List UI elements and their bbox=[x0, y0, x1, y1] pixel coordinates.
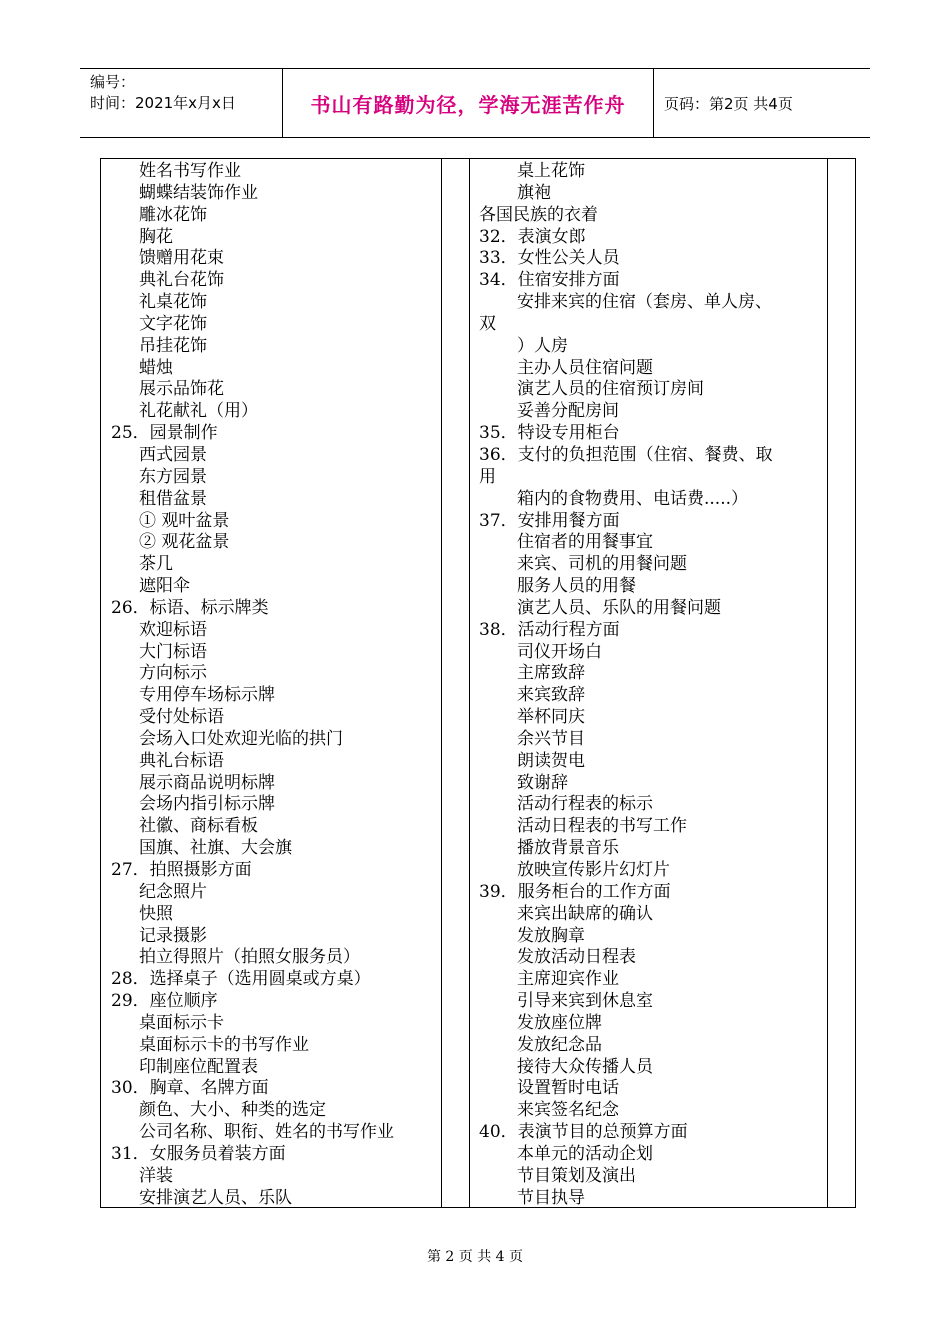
list-item: 25．园景制作 bbox=[111, 423, 218, 444]
list-item: 桌面标示卡 bbox=[139, 1012, 224, 1033]
list-item: 34．住宿安排方面 bbox=[479, 270, 620, 291]
list-item: 纪念照片 bbox=[139, 881, 207, 902]
list-item: 节目执导 bbox=[517, 1187, 585, 1208]
list-item: 余兴节目 bbox=[517, 728, 585, 749]
list-item: 双 bbox=[479, 313, 496, 334]
list-item: 馈赠用花束 bbox=[139, 248, 224, 269]
list-item: 节目策划及演出 bbox=[517, 1165, 636, 1186]
list-item: 引导来宾到休息室 bbox=[517, 991, 653, 1012]
list-item: 妥善分配房间 bbox=[517, 401, 619, 422]
list-item: 朗读贺电 bbox=[517, 750, 585, 771]
list-item: 31．女服务员着装方面 bbox=[111, 1143, 286, 1164]
list-item: 桌面标示卡的书写作业 bbox=[139, 1034, 309, 1055]
number-label: 编号： bbox=[90, 73, 136, 91]
list-item: 典礼台花饰 bbox=[139, 270, 224, 291]
list-item: 吊挂花饰 bbox=[139, 335, 207, 356]
list-item: 欢迎标语 bbox=[139, 619, 207, 640]
page-footer: 第 2 页 共 4 页 bbox=[426, 1249, 524, 1265]
list-item: 本单元的活动企划 bbox=[517, 1143, 653, 1164]
column-divider bbox=[469, 159, 470, 1207]
list-item: 播放背景音乐 bbox=[517, 838, 619, 859]
list-item: 住宿者的用餐事宜 bbox=[517, 532, 653, 553]
list-item: 会场内指引标示牌 bbox=[139, 794, 275, 815]
list-item: 来宾出缺席的确认 bbox=[517, 903, 653, 924]
list-item: 发放胸章 bbox=[517, 925, 585, 946]
list-item: 蜡烛 bbox=[139, 357, 173, 378]
list-item: 32．表演女郎 bbox=[479, 226, 586, 247]
list-item: 安排来宾的住宿（套房、单人房、 bbox=[517, 292, 772, 313]
list-item: 印制座位配置表 bbox=[139, 1056, 258, 1077]
column-divider bbox=[827, 159, 828, 1207]
list-item: 茶几 bbox=[139, 554, 173, 575]
list-item: 胸花 bbox=[139, 226, 173, 247]
list-item: 40．表演节目的总预算方面 bbox=[479, 1122, 688, 1143]
list-item: 发放纪念品 bbox=[517, 1034, 602, 1055]
list-item: 蝴蝶结装饰作业 bbox=[139, 182, 258, 203]
list-item: 接待大众传播人员 bbox=[517, 1056, 653, 1077]
list-item: 来宾致辞 bbox=[517, 685, 585, 706]
list-item: 致谢辞 bbox=[517, 772, 568, 793]
list-item: 38．活动行程方面 bbox=[479, 619, 620, 640]
list-item: 雕冰花饰 bbox=[139, 204, 207, 225]
list-item: 展示品饰花 bbox=[139, 379, 224, 400]
list-item: 35．特设专用柜台 bbox=[479, 423, 620, 444]
content-table bbox=[100, 158, 856, 1208]
header-page-info: 页码：第2页 共4页 bbox=[664, 94, 793, 113]
list-item: 主席致辞 bbox=[517, 663, 585, 684]
list-item: 放映宣传影片幻灯片 bbox=[517, 860, 670, 880]
list-item: 国旗、社旗、大会旗 bbox=[139, 838, 292, 859]
list-item: 各国民族的衣着 bbox=[479, 204, 598, 225]
list-item: 西式园景 bbox=[139, 444, 207, 465]
list-item: 桌上花饰 bbox=[517, 161, 585, 181]
list-item: 典礼台标语 bbox=[139, 750, 224, 771]
list-item: 专用停车场标示牌 bbox=[139, 685, 275, 706]
list-item: 主办人员住宿问题 bbox=[517, 357, 653, 378]
page-header bbox=[80, 68, 870, 138]
right-column-list bbox=[479, 161, 824, 1210]
list-item: 发放座位牌 bbox=[517, 1012, 602, 1033]
list-item: 展示商品说明标牌 bbox=[139, 772, 275, 793]
list-item: 来宾签名纪念 bbox=[517, 1100, 619, 1121]
list-item: 文字花饰 bbox=[139, 313, 207, 334]
list-item: 姓名书写作业 bbox=[139, 161, 241, 181]
list-item: 司仪开场白 bbox=[517, 641, 602, 662]
date-label: 时间：2021年x月x日 bbox=[90, 94, 236, 112]
list-item: 27．拍照摄影方面 bbox=[111, 860, 252, 880]
list-item: 洋装 bbox=[139, 1165, 173, 1186]
list-item: 用 bbox=[479, 466, 496, 487]
list-item: ① 观叶盆景 bbox=[139, 510, 230, 531]
list-item: 服务人员的用餐 bbox=[517, 576, 636, 597]
list-item: 主席迎宾作业 bbox=[517, 969, 619, 990]
list-item: 37．安排用餐方面 bbox=[479, 510, 620, 531]
left-column-list bbox=[111, 161, 441, 1210]
list-item: 演艺人员、乐队的用餐问题 bbox=[517, 597, 721, 618]
list-item: 旗袍 bbox=[517, 182, 551, 203]
column-divider bbox=[441, 159, 442, 1207]
list-item: 26．标语、标示牌类 bbox=[111, 597, 269, 618]
list-item: 活动行程表的标示 bbox=[517, 794, 653, 815]
list-item: 活动日程表的书写工作 bbox=[517, 816, 687, 837]
list-item: 快照 bbox=[139, 903, 173, 924]
list-item: 租借盆景 bbox=[139, 488, 207, 509]
list-item: 30．胸章、名牌方面 bbox=[111, 1078, 269, 1099]
list-item: 29．座位顺序 bbox=[111, 991, 218, 1012]
list-item: 会场入口处欢迎光临的拱门 bbox=[139, 728, 343, 749]
list-item: 举杯同庆 bbox=[517, 707, 585, 728]
list-item: 社徽、商标看板 bbox=[139, 816, 258, 837]
list-item: 28．选择桌子（选用圆桌或方桌） bbox=[111, 969, 371, 990]
header-meta bbox=[80, 69, 282, 137]
list-item: 东方园景 bbox=[139, 466, 207, 487]
list-item: 39．服务柜台的工作方面 bbox=[479, 881, 671, 902]
list-item: 大门标语 bbox=[139, 641, 207, 662]
list-item: 颜色、大小、种类的选定 bbox=[139, 1100, 326, 1121]
list-item: 安排演艺人员、乐队 bbox=[139, 1187, 292, 1208]
list-item: ）人房 bbox=[517, 335, 568, 356]
list-item: 33．女性公关人员 bbox=[479, 248, 620, 269]
list-item: 发放活动日程表 bbox=[517, 947, 636, 968]
list-item: 36．支付的负担范围（住宿、餐费、取 bbox=[479, 444, 773, 465]
list-item: 拍立得照片（拍照女服务员） bbox=[139, 947, 360, 968]
list-item: 箱内的食物费用、电话费.....） bbox=[517, 488, 749, 509]
list-item: 来宾、司机的用餐问题 bbox=[517, 554, 687, 575]
list-item: 礼花献礼（用） bbox=[139, 401, 258, 422]
list-item: 记录摄影 bbox=[139, 925, 207, 946]
header-motto: 书山有路勤为径，学海无涯苦作舟 bbox=[282, 69, 654, 137]
list-item: ② 观花盆景 bbox=[139, 532, 230, 553]
list-item: 遮阳伞 bbox=[139, 576, 190, 597]
list-item: 演艺人员的住宿预订房间 bbox=[517, 379, 704, 400]
list-item: 受付处标语 bbox=[139, 707, 224, 728]
list-item: 公司名称、职衔、姓名的书写作业 bbox=[139, 1122, 394, 1143]
list-item: 礼桌花饰 bbox=[139, 292, 207, 313]
list-item: 方向标示 bbox=[139, 663, 207, 684]
list-item: 设置暂时电话 bbox=[517, 1078, 619, 1099]
